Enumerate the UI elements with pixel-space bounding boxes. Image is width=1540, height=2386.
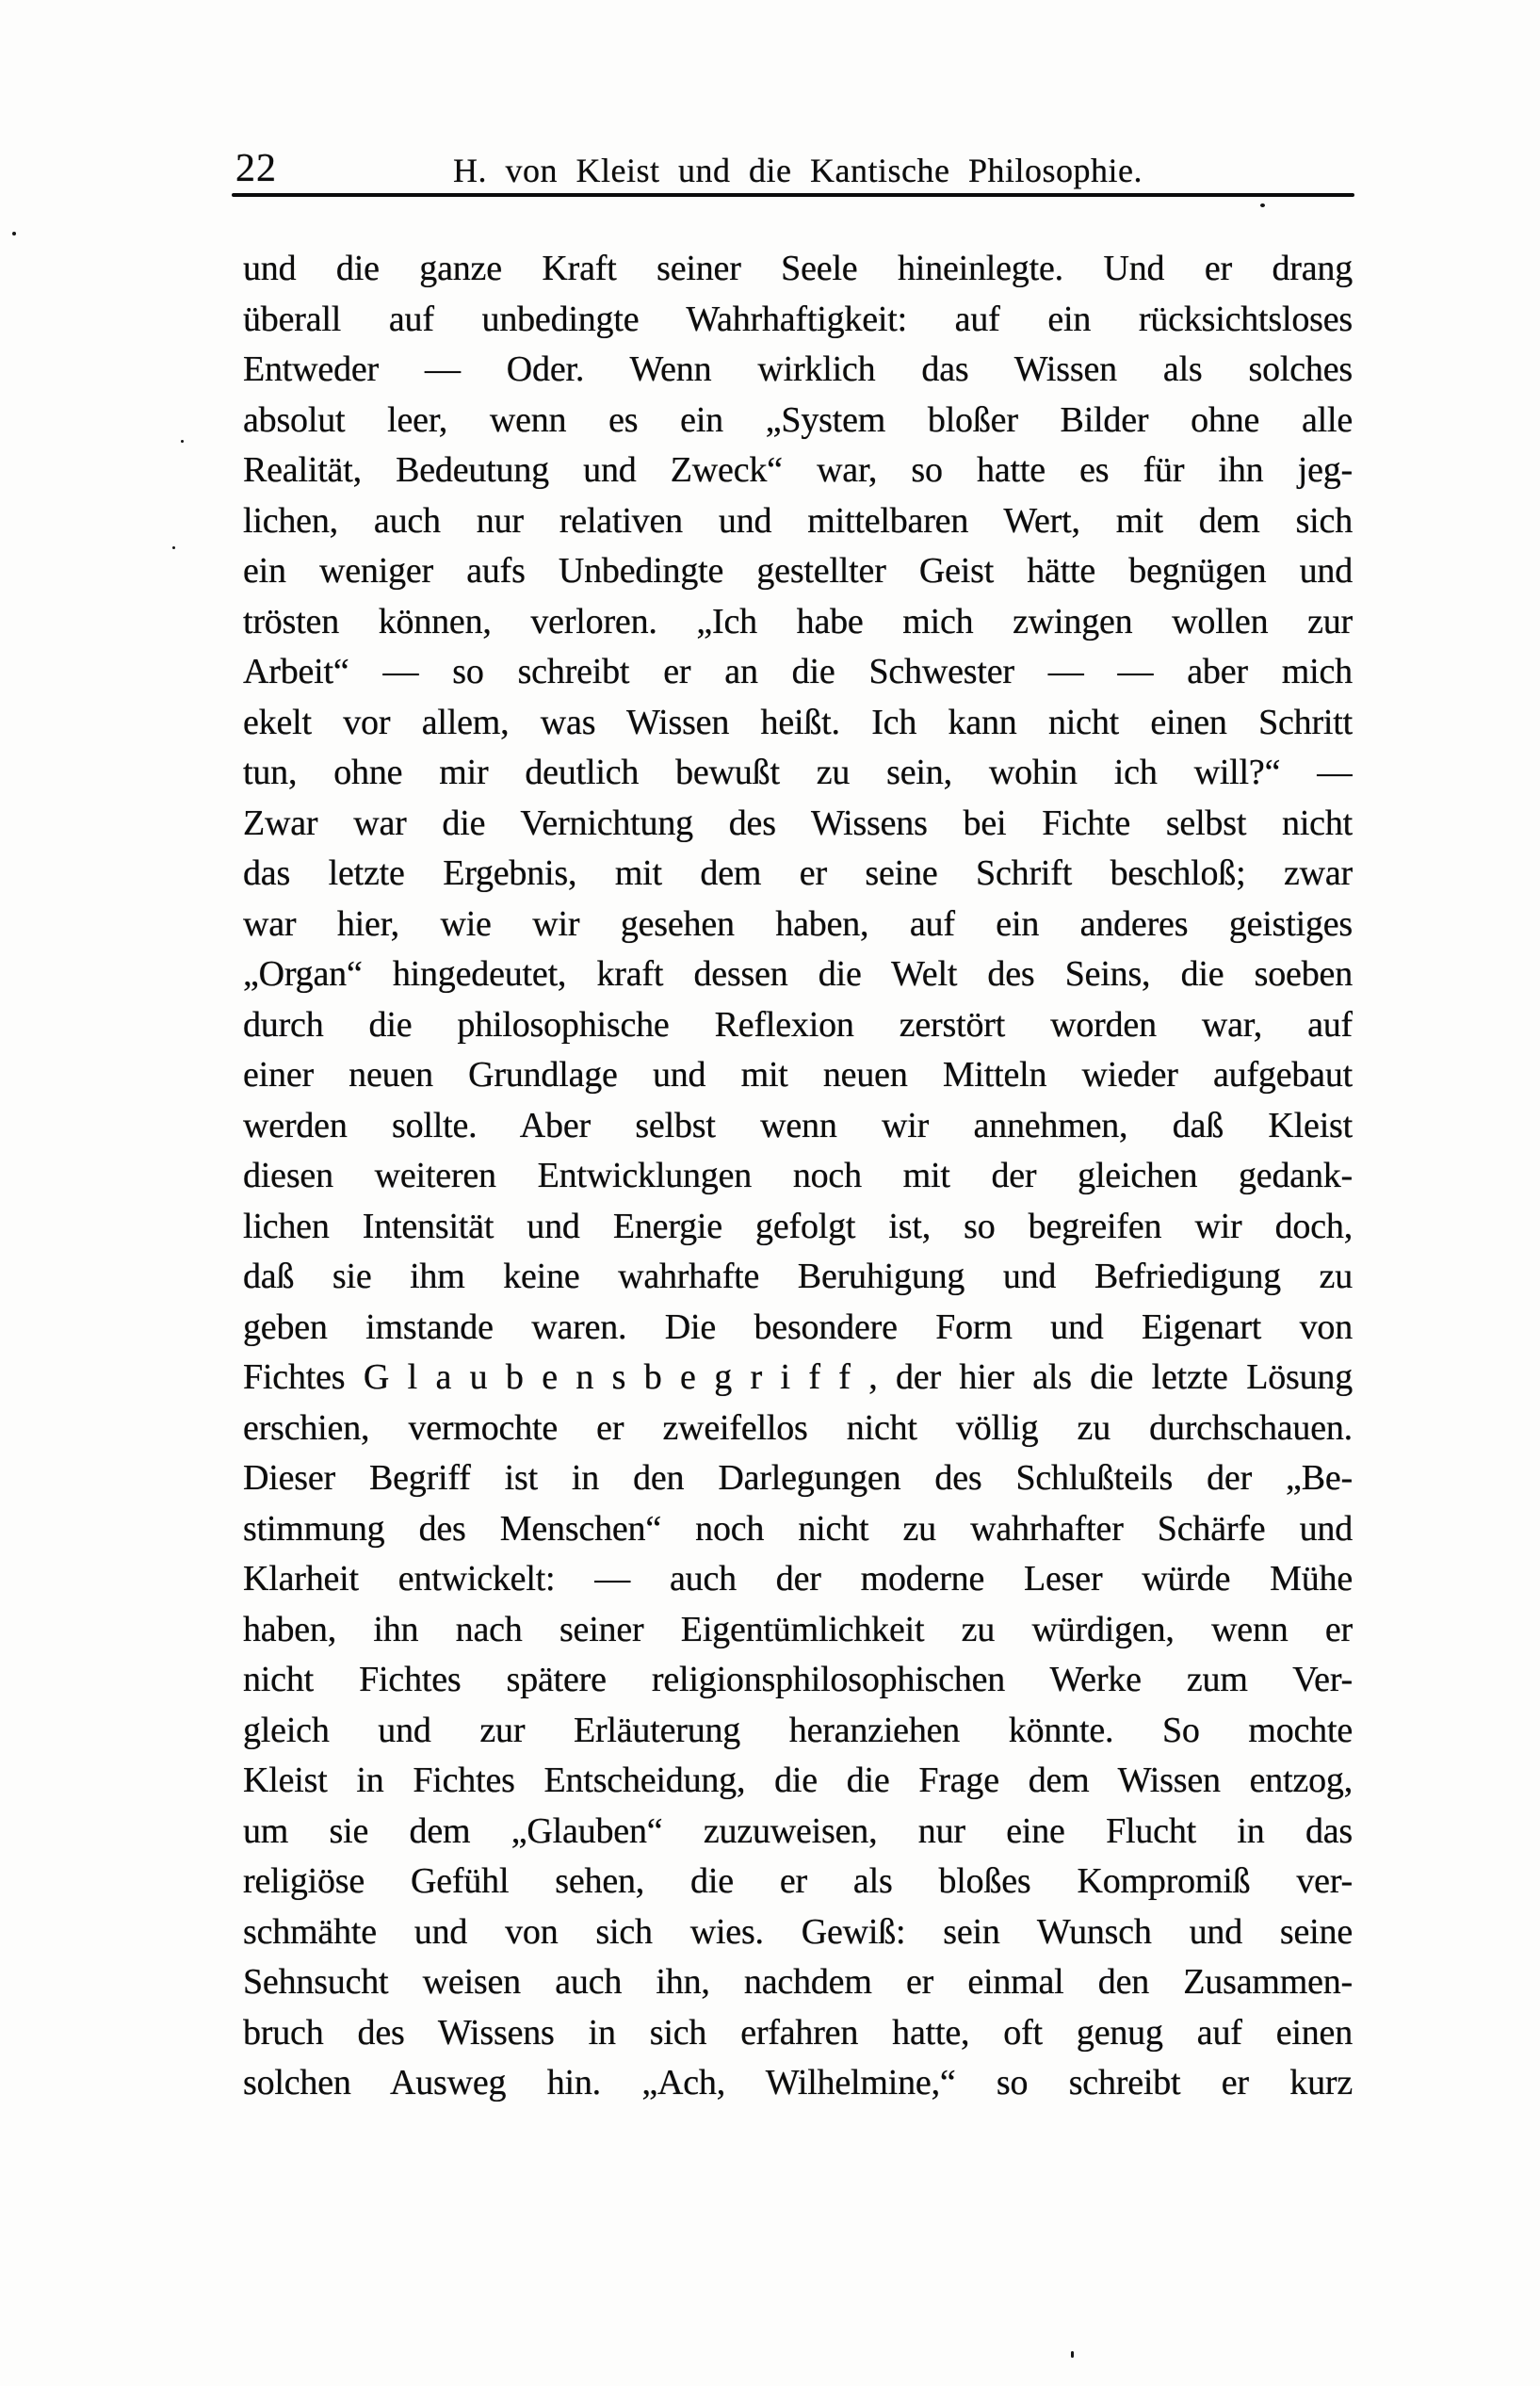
text-line: stimmung des Menschen“ noch nicht zu wahrhafter Schärfe und bbox=[243, 1508, 1353, 1549]
text-line: diesen weiteren Entwicklungen noch mit der gleichen gedank- bbox=[243, 1156, 1353, 1195]
text-line: nicht Fichtes spätere religionsphilosophischen Werke zum Ver- bbox=[243, 1660, 1353, 1699]
text-line: überall auf unbedingte Wahrhaftigkeit: auf ein rücksichtsloses bbox=[243, 299, 1353, 339]
text-line: trösten können, verloren. „Ich habe mich zwingen wollen zur bbox=[243, 601, 1353, 641]
text-line: „Organ“ hingedeutet, kraft dessen die Welt des Seins, die soeben bbox=[243, 954, 1353, 994]
text-line: einer neuen Grundlage und mit neuen Mitteln wieder aufgebaut bbox=[243, 1055, 1353, 1095]
text-line: ein weniger aufs Unbedingte gestellter Geist hätte begnügen und bbox=[243, 551, 1353, 591]
text-line: durch die philosophische Reflexion zerstört worden war, auf bbox=[243, 1004, 1353, 1045]
text-line: Klarheit entwickelt: — auch der moderne Leser würde Mühe bbox=[243, 1559, 1353, 1599]
text-line: Dieser Begriff ist in den Darlegungen des Schlußteils der „Be- bbox=[243, 1458, 1353, 1498]
text-line: Arbeit“ — so schreibt er an die Schwester — — aber mich bbox=[243, 652, 1353, 691]
text-line: Fichtes G l a u b e n s b e g r i f f , der hier als die letzte Lösung bbox=[243, 1357, 1353, 1397]
body-text bbox=[243, 244, 1353, 2109]
text-line: war hier, wie wir gesehen haben, auf ein anderes geistiges bbox=[243, 903, 1353, 944]
text-line: das letzte Ergebnis, mit dem er seine Schrift beschloß; zwar bbox=[243, 853, 1353, 893]
text-line: werden sollte. Aber selbst wenn wir annehmen, daß Kleist bbox=[243, 1105, 1353, 1145]
scan-speck bbox=[1260, 203, 1265, 207]
scan-speck bbox=[181, 440, 184, 443]
text-line: Zwar war die Vernichtung des Wissens bei Fichte selbst nicht bbox=[243, 803, 1353, 843]
text-line: lichen, auch nur relativen und mittelbaren Wert, mit dem sich bbox=[243, 500, 1353, 541]
text-line: ekelt vor allem, was Wissen heißt. Ich kann nicht einen Schritt bbox=[243, 702, 1353, 742]
text-line: haben, ihn nach seiner Eigentümlichkeit zu würdigen, wenn er bbox=[243, 1609, 1353, 1649]
scan-speck bbox=[1071, 2351, 1074, 2358]
scan-speck bbox=[12, 232, 16, 235]
header-rule bbox=[232, 193, 1354, 197]
text-line: um sie dem „Glauben“ zuzuweisen, nur eine Flucht in das bbox=[243, 1810, 1353, 1851]
text-line: tun, ohne mir deutlich bewußt zu sein, wohin ich will?“ — bbox=[243, 753, 1353, 792]
text-line: und die ganze Kraft seiner Seele hineinlegte. Und er drang bbox=[243, 249, 1353, 288]
text-line: Kleist in Fichtes Entscheidung, die die Frage dem Wissen entzog, bbox=[243, 1761, 1353, 1800]
text-line: daß sie ihm keine wahrhafte Beruhigung und Befriedigung zu bbox=[243, 1257, 1353, 1296]
text-line: religiöse Gefühl sehen, die er als bloßes Kompromiß ver- bbox=[243, 1861, 1353, 1901]
text-line: Entweder — Oder. Wenn wirklich das Wissen als solches bbox=[243, 349, 1353, 389]
text-line: absolut leer, wenn es ein „System bloßer Bilder ohne alle bbox=[243, 399, 1353, 440]
text-line: geben imstande waren. Die besondere Form und Eigenart von bbox=[243, 1307, 1353, 1347]
text-line: solchen Ausweg hin. „Ach, Wilhelmine,“ so schreibt er kurz bbox=[243, 2063, 1353, 2102]
running-head: H. von Kleist und die Kantische Philosophie. bbox=[453, 152, 1143, 189]
text-line: lichen Intensität und Energie gefolgt ist, so begreifen wir doch, bbox=[243, 1206, 1353, 1246]
text-line: schmähte und von sich wies. Gewiß: sein Wunsch und seine bbox=[243, 1911, 1353, 1952]
page-number: 22 bbox=[235, 147, 277, 190]
text-line: bruch des Wissens in sich erfahren hatte, oft genug auf einen bbox=[243, 2012, 1353, 2053]
text-line: Realität, Bedeutung und Zweck“ war, so hatte es für ihn jeg- bbox=[243, 450, 1353, 490]
text-line: gleich und zur Erläuterung heranziehen könnte. So mochte bbox=[243, 1710, 1353, 1750]
text-line: erschien, vermochte er zweifellos nicht völlig zu durchschauen. bbox=[243, 1407, 1353, 1448]
scan-speck bbox=[172, 546, 175, 549]
text-line: Sehnsucht weisen auch ihn, nachdem er einmal den Zusammen- bbox=[243, 1962, 1353, 2002]
